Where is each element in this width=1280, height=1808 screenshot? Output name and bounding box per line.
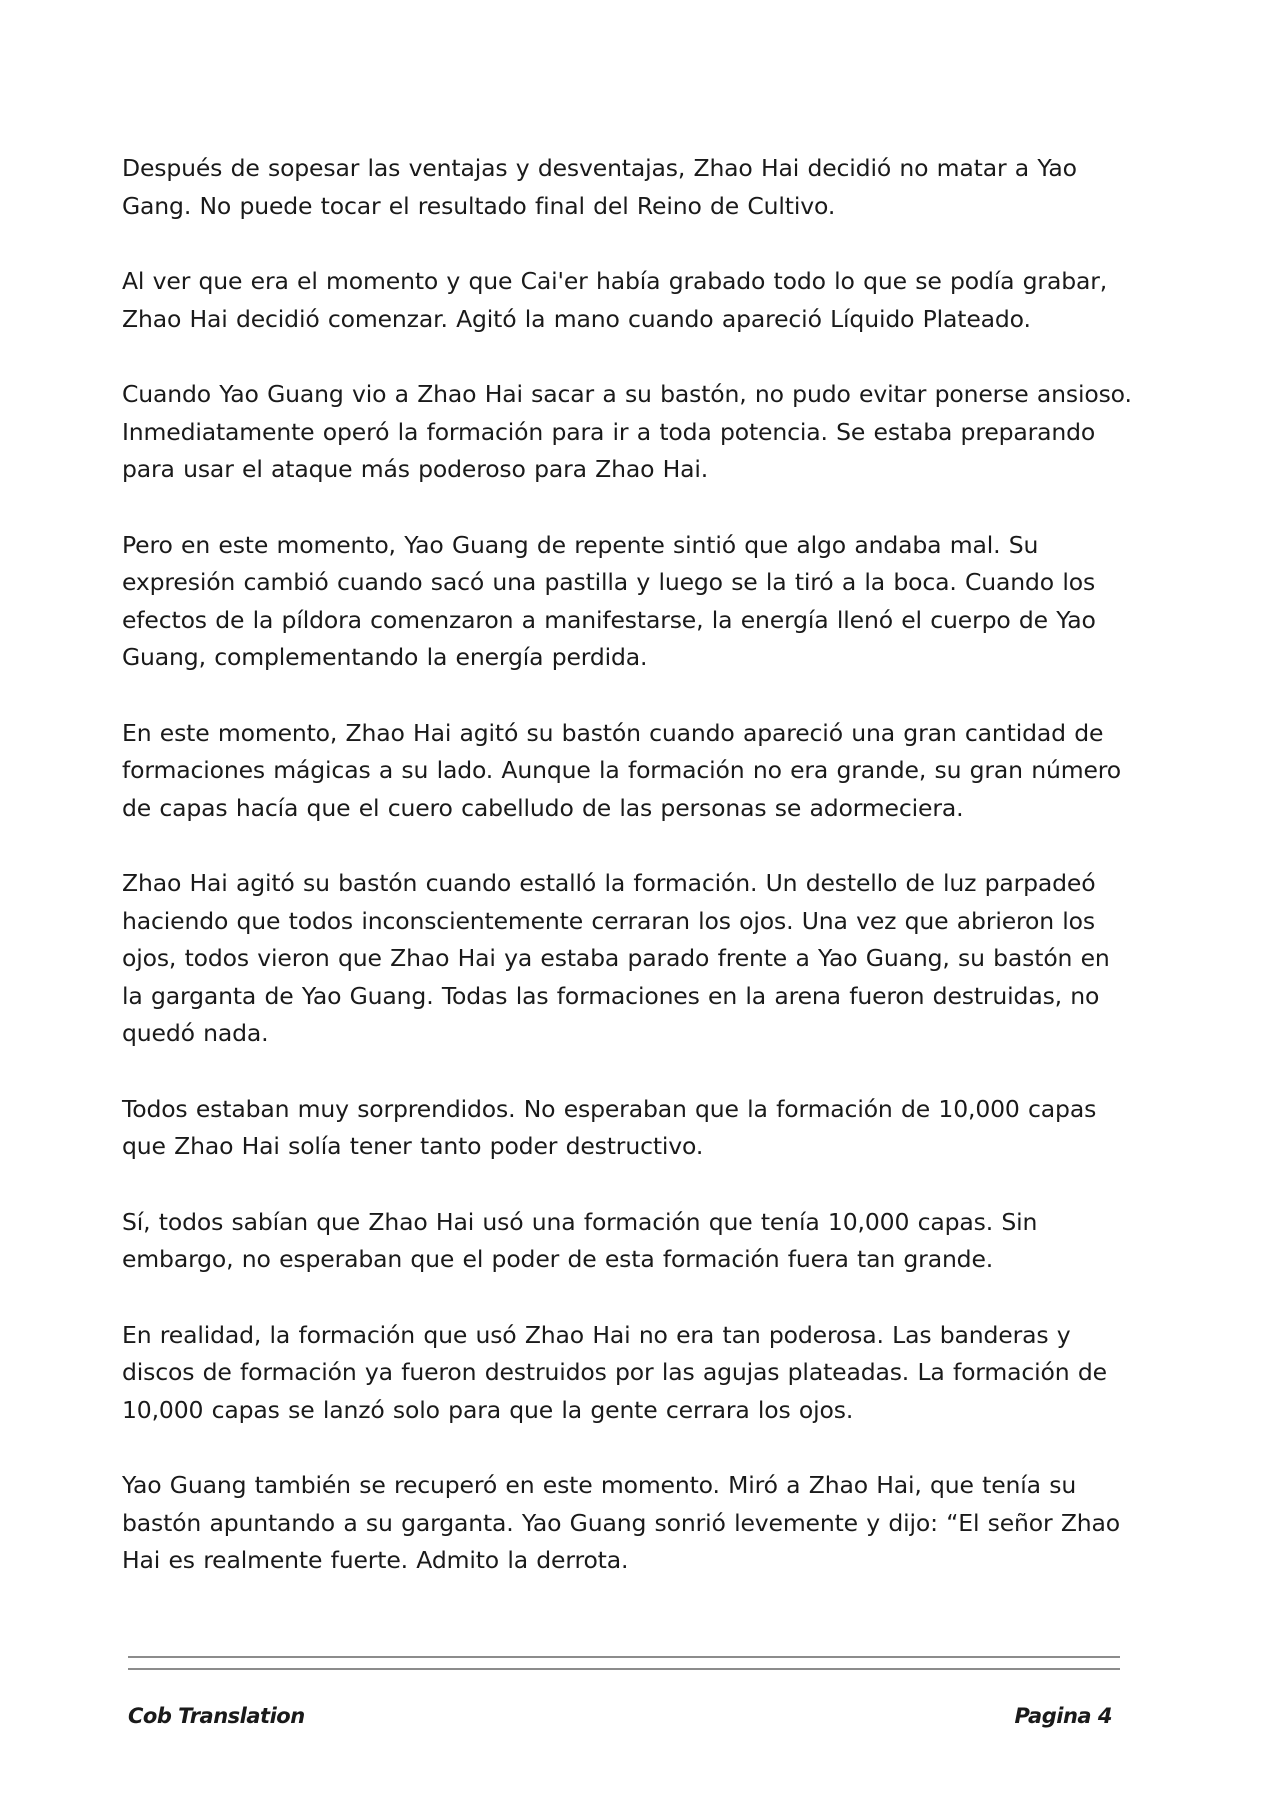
body-text [122,150,1132,1618]
paragraph: En realidad, la formación que usó Zhao Hai no era tan poderosa. Las banderas y discos de formación ya fueron destruidos por las agujas plateadas. La formación de 10,000 capas se lanzó solo para que la gente cerrara los ojos. [122,1320,1107,1424]
footer-publisher: Cob Translation [128,1704,305,1728]
paragraph: Cuando Yao Guang vio a Zhao Hai sacar a su bastón, no pudo evitar ponerse ansioso. Inmediatamente operó la formación para ir a toda potencia. Se estaba preparando para usar el ataque más poderoso para Zhao Hai. [122,380,1132,483]
footer-divider-bottom [128,1668,1120,1670]
footer-divider-top [128,1656,1120,1658]
paragraph: Yao Guang también se recuperó en este momento. Miró a Zhao Hai, que tenía su bastón apuntando a su garganta. Yao Guang sonrió levemente y dijo: “El señor Zhao Hai es realmente fuerte. Admito la derrota. [122,1471,1121,1574]
paragraph: Después de sopesar las ventajas y desventajas, Zhao Hai decidió no matar a Yao Gang. No puede tocar el resultado final del Reino de Cultivo. [122,154,1077,220]
footer-page-number: Pagina 4 [1014,1704,1112,1728]
paragraph: Todos estaban muy sorprendidos. No esperaban que la formación de 10,000 capas que Zhao Hai solía tener tanto poder destructivo. [122,1094,1097,1160]
paragraph: Pero en este momento, Yao Guang de repente sintió que algo andaba mal. Su expresión cambió cuando sacó una pastilla y luego se la tiró a la boca. Cuando los efectos de la píldora comenzaron a manifestarse, la energía llenó el cuerpo de Yao Guang, complementando la energía perdida. [122,530,1096,671]
paragraph: Sí, todos sabían que Zhao Hai usó una formación que tenía 10,000 capas. Sin embargo, no esperaban que el poder de esta formación fuera tan grande. [122,1207,1038,1273]
paragraph: Zhao Hai agitó su bastón cuando estalló la formación. Un destello de luz parpadeó haciendo que todos inconscientemente cerraran los ojos. Una vez que abrieron los ojos, todos vieron que Zhao Hai ya estaba parado frente a Yao Guang, su bastón en la garganta de Yao Guang. Todas las formaciones en la arena fueron destruidas, no quedó nada. [122,869,1110,1047]
paragraph: Al ver que era el momento y que Cai'er había grabado todo lo que se podía grabar, Zhao Hai decidió comenzar. Agitó la mano cuando apareció Líquido Plateado. [122,267,1108,333]
paragraph: En este momento, Zhao Hai agitó su bastón cuando apareció una gran cantidad de formaciones mágicas a su lado. Aunque la formación no era grande, su gran número de capas hacía que el cuero cabelludo de las personas se adormeciera. [122,718,1122,822]
